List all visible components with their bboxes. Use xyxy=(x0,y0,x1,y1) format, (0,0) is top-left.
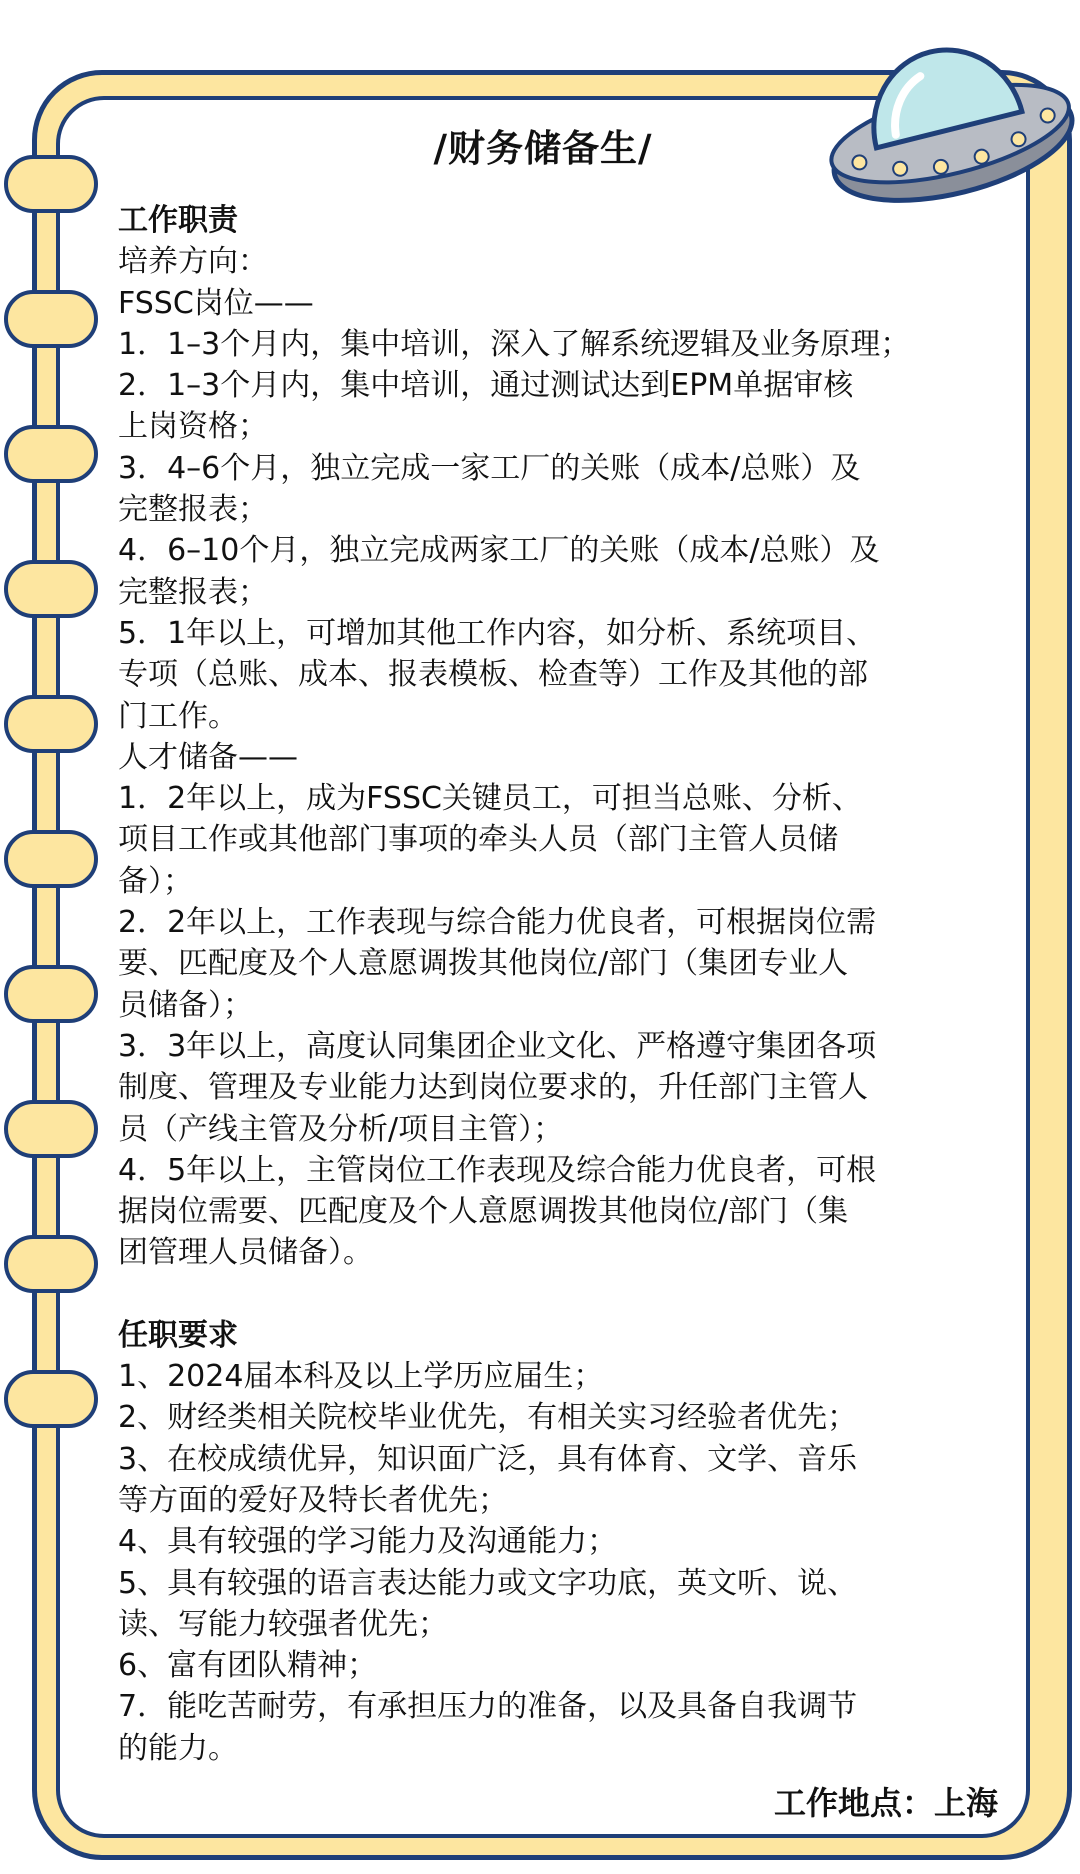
text-line: 1．2年以上，成为FSSC关键员工，可担当总账、分析、 xyxy=(118,781,862,817)
text-line: 3、在校成绩优异，知识面广泛，具有体育、文学、音乐 xyxy=(118,1441,858,1477)
text-line: 4、具有较强的学习能力及沟通能力； xyxy=(118,1524,618,1560)
text-line: 完整报表； xyxy=(118,574,268,610)
text-line: 项目工作或其他部门事项的牵头人员（部门主管人员储 xyxy=(118,822,838,858)
text-line: 员储备）； xyxy=(118,987,253,1023)
text-line: 制度、管理及专业能力达到岗位要求的，升任部门主管人 xyxy=(118,1070,868,1106)
text-line: 3．4–6个月，独立完成一家工厂的关账（成本/总账）及 xyxy=(118,450,861,486)
text-line: 的能力。 xyxy=(118,1730,238,1766)
text-line: 上岗资格； xyxy=(118,409,268,445)
text-line: 6、富有团队精神； xyxy=(118,1648,378,1684)
text-line: 2、财经类相关院校毕业优先，有相关实习经验者优先； xyxy=(118,1400,858,1436)
text-line: 备）； xyxy=(118,863,193,899)
text-line: 团管理人员储备）。 xyxy=(118,1235,373,1271)
text-line: 据岗位需要、匹配度及个人意愿调拨其他岗位/部门（集 xyxy=(118,1194,849,1230)
work-location: 工作地点：上海 xyxy=(773,1784,998,1822)
binder-ring xyxy=(4,1235,98,1293)
text-line: 3．3年以上，高度认同集团企业文化、严格遵守集团各项 xyxy=(118,1028,877,1064)
binder-ring xyxy=(4,830,98,888)
text-line: 1、2024届本科及以上学历应届生； xyxy=(118,1359,604,1395)
binder-ring xyxy=(4,965,98,1023)
text-line: 培养方向： xyxy=(118,244,268,280)
section-gap xyxy=(118,1274,1018,1315)
text-line: 读、写能力较强者优先； xyxy=(118,1606,448,1642)
text-line: 2．2年以上，工作表现与综合能力优良者，可根据岗位需 xyxy=(118,905,877,941)
requirements-heading: 任职要求 xyxy=(118,1317,238,1353)
text-line: 2．1–3个月内，集中培训，通过测试达到EPM单据审核 xyxy=(118,368,854,404)
text-line: 专项（总账、成本、报表模板、检查等）工作及其他的部 xyxy=(118,657,868,693)
text-line: 要、匹配度及个人意愿调拨其他岗位/部门（集团专业人 xyxy=(118,946,849,982)
text-line: 1．1–3个月内，集中培训，深入了解系统逻辑及业务原理； xyxy=(118,326,911,362)
requirements-list xyxy=(118,1356,1018,1769)
binder-ring xyxy=(4,290,98,348)
text-line: 4．6–10个月，独立完成两家工厂的关账（成本/总账）及 xyxy=(118,533,880,569)
text-line: 完整报表； xyxy=(118,492,268,528)
binder-ring xyxy=(4,1100,98,1158)
duties-list xyxy=(118,241,1018,1273)
text-line: 7．能吃苦耐劳，有承担压力的准备，以及具备自我调节 xyxy=(118,1689,858,1725)
text-line: 4．5年以上，主管岗位工作表现及综合能力优良者，可根 xyxy=(118,1152,877,1188)
binder-ring xyxy=(4,1370,98,1428)
job-description xyxy=(118,200,1018,1769)
text-line: FSSC岗位—— xyxy=(118,285,314,321)
binder-ring xyxy=(4,425,98,483)
binder-ring xyxy=(4,560,98,618)
text-line: 员（产线主管及分析/项目主管）； xyxy=(118,1111,564,1147)
page-title: /财务储备生/ xyxy=(433,127,653,170)
text-line: 门工作。 xyxy=(118,698,238,734)
text-line: 5．1年以上，可增加其他工作内容，如分析、系统项目、 xyxy=(118,615,877,651)
binder-ring xyxy=(4,695,98,753)
text-line: 5、具有较强的语言表达能力或文字功底，英文听、说、 xyxy=(118,1565,858,1601)
duties-heading: 工作职责 xyxy=(118,203,238,238)
text-line: 人才储备—— xyxy=(118,739,298,775)
text-line: 等方面的爱好及特长者优先； xyxy=(118,1482,508,1518)
